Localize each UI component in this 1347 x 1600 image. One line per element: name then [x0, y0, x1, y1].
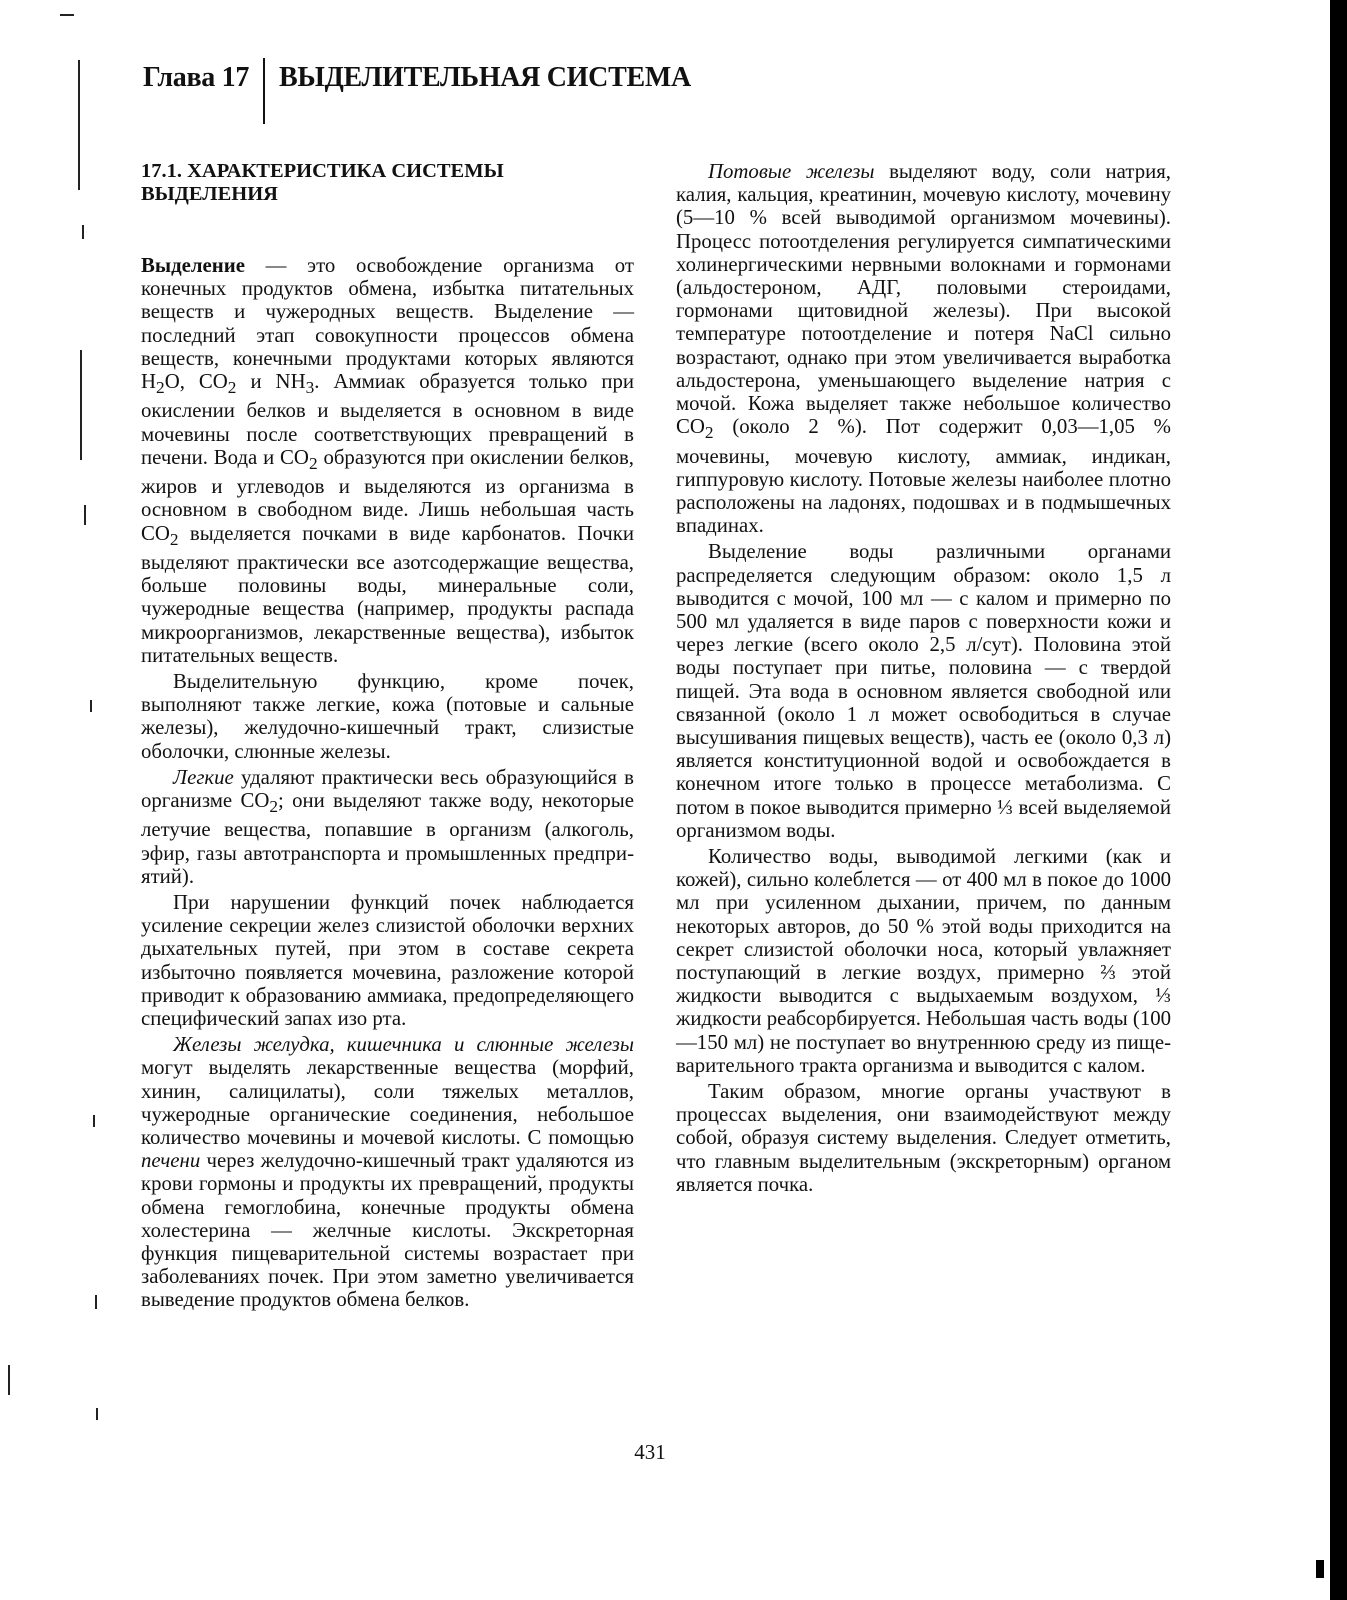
- scan-margin-mark: [95, 1295, 97, 1309]
- text-run: удаляют практически весь образующийся в организме CO: [141, 765, 634, 812]
- scan-margin-mark: [84, 505, 86, 525]
- paragraph-glands: [141, 1033, 634, 1311]
- text-run: могут выделять лекарственные вещества (морфий, хинин, салицилаты), соли тяжелых металлов, чужеродные органические соединения, небольшое количество мочевины и мочевой кислоты. С помощью: [141, 1056, 634, 1149]
- text-run: образуются при окислении белков, жиров и углеводов и выделяются из организма в основном в свободном виде. Лишь небольшая часть CO: [141, 445, 634, 545]
- paragraph-excretory-organs: Выделительную функцию, кроме почек, выполняют также легкие, кожа (потовые и сальные железы), желудочно-кишечный тракт, слизистые оболочки, слюнные железы.: [141, 669, 634, 763]
- scan-margin-mark: [93, 1115, 95, 1127]
- paragraph-kidney-disorder: При нарушении функций почек наблюдается усиление секреции желез слизистой оболочки верхних дыхательных путей, при этом в составе секрета избыточно появляется мочевина, разложение которой приводит к образованию аммиака, предопределяющего специфический запах изо рта.: [141, 890, 634, 1030]
- chapter-title: ВЫДЕЛИТЕЛЬНАЯ СИСТЕМА: [279, 62, 691, 93]
- section-heading: [141, 160, 634, 206]
- paragraph-water-lungs: Количество воды, выводимой легкими (как и кожей), сильно колеблется — от 400 мл в покое до 1000 мл при усиленном дыхании, причем, по данным некоторых авторов, до 50 % этой воды приходится на секрет слизистой оболочки носа, который увлажняет поступающий в легкие воздух, примерно ⅔ этой жидкости выводится с выдыхаемым воздухом, ⅓ жидкости реабсорбируется. Небольшая часть воды (100—150 мл) не поступает во внутреннюю среду из пищеварительного тракта организма и выводится с калом.: [676, 845, 1172, 1077]
- scan-margin-line: [78, 60, 80, 190]
- term-glands: Железы желудка, кишечника и слюнные железы: [173, 1033, 634, 1057]
- text-run: ; они выделяют также воду, некоторые летучие вещества, попавшие в организм (алкоголь, эфир, газы автотранспорта и промышленных предприятий).: [141, 788, 634, 888]
- scan-margin-mark: [8, 1365, 10, 1395]
- subscript: 3: [305, 378, 315, 398]
- term-liver: печени: [141, 1149, 201, 1173]
- subscript: 2: [704, 423, 714, 443]
- chapter-label: Глава 17: [143, 62, 250, 93]
- left-column: [141, 160, 634, 1315]
- subscript: 2: [308, 453, 318, 473]
- scan-margin-line: [80, 350, 82, 460]
- text-run: — это освобождение организма от конечных продуктов обмена, избытка питательных веществ и чужеродных веществ. Выделение — последний этап совокупности процессов обмена веществ, конечными продуктами которых являются H: [141, 254, 634, 394]
- paragraph-sweat-glands: [676, 160, 1171, 537]
- term-excretion: Выделение: [141, 254, 245, 277]
- subscript: 2: [227, 378, 237, 398]
- term-sweat-glands: Потовые железы: [708, 160, 875, 183]
- term-lungs: Легкие: [173, 765, 234, 789]
- scan-margin-mark: [90, 700, 92, 712]
- page-number: 431: [634, 1440, 666, 1464]
- paragraph-definition: [141, 254, 634, 667]
- subscript: 2: [156, 378, 165, 398]
- section-heading-line1: 17.1. ХАРАКТЕРИСТИКА СИСТЕМЫ: [141, 160, 504, 182]
- right-column: [676, 160, 1171, 1199]
- text-run: (около 2 %). Пот содержит 0,03—1,05 % мочевины, мочевую кислоту, аммиак, индикан, гиппуровую кислоту. Потовые железы наиболее плотно расположены на ладонях, подошвах и в подмышечных впадинах.: [676, 415, 1171, 538]
- paragraph-water-distribution: Выделение воды различными органами распределяется следующим образом: около 1,5 л выводится с мочой, 100 мл — с калом и примерно по 500 мл удаляется в виде паров с поверхности кожи и через легкие (всего около 2,5 л/сут). Половина этой воды поступает при питье, половина — с твердой пищей. Эта вода в основном является свободной или связанной (около 1 л может освободиться в случае высушивания пищевых веществ), часть ее (около 0,3 л) является конституционной водой и освобождается в конечном итоге только в процессе метаболизма. С потом в покое выводится примерно ⅓ всей выделяемой организмом воды.: [676, 540, 1171, 842]
- paragraph-lungs: [141, 766, 634, 888]
- text-run: O, CO: [164, 370, 228, 394]
- scan-edge-mark: [1316, 1560, 1324, 1578]
- section-heading-line2: ВЫДЕЛЕНИЯ: [141, 183, 278, 205]
- scan-edge-strip: [1330, 0, 1347, 1600]
- subscript: 2: [169, 529, 179, 549]
- text-run: и NH: [236, 370, 306, 394]
- scan-margin-mark: [96, 1408, 98, 1420]
- scan-margin-mark: [82, 225, 84, 239]
- scan-margin-mark: [60, 14, 74, 16]
- text-run: через желудочно-кишечный тракт удаляются из крови гормоны и продукты их превращений, продукты обмена гемоглобина, конечные продукты обмена холестерина — желчные кислоты. Экскреторная функция пищеварительной системы возрастает при заболеваниях почек. При этом заметно увеличивается выведение продуктов обмена белков.: [141, 1149, 634, 1312]
- chapter-divider: [263, 58, 265, 124]
- subscript: 2: [269, 797, 279, 817]
- text-run: выделяется почками в виде карбонатов. Почки выделяют практически все азотсодержащие вещества, больше половины воды, минеральные соли, чужеродные вещества (например, продукты распада микроорганизмов, лекарственные вещества), избыток питательных веществ.: [141, 521, 634, 667]
- text-run: . Аммиак образуется только при окислении белков и выделяется в основном в виде мочевины после соответствующих превращений в печени. Вода и CO: [141, 370, 634, 469]
- text-run: выделяют воду, соли натрия, калия, кальция, креатинин, мочевую кислоту, мочевину (5—10 % всей выводимой организмом мочевины). Процесс потоотделения регулируется симпатическими холинергическими нервными волокнами и гормонами (альдостероном, АДГ, половыми стероидами, гормонами щитовидной железы). При высокой температуре потоотделение и потеря NaCl сильно возрастают, однако при этом увеличивается выработка альдостерона, уменьшающего выделение натрия с мочой. Кожа выделяет также небольшое количество CO: [676, 160, 1171, 439]
- paragraph-conclusion: Таким образом, многие органы участвуют в процессах выделения, они взаимодействуют между собой, образуя систему выделения. Следует отметить, что главным выделительным (экскреторным) органом является почка.: [676, 1080, 1171, 1196]
